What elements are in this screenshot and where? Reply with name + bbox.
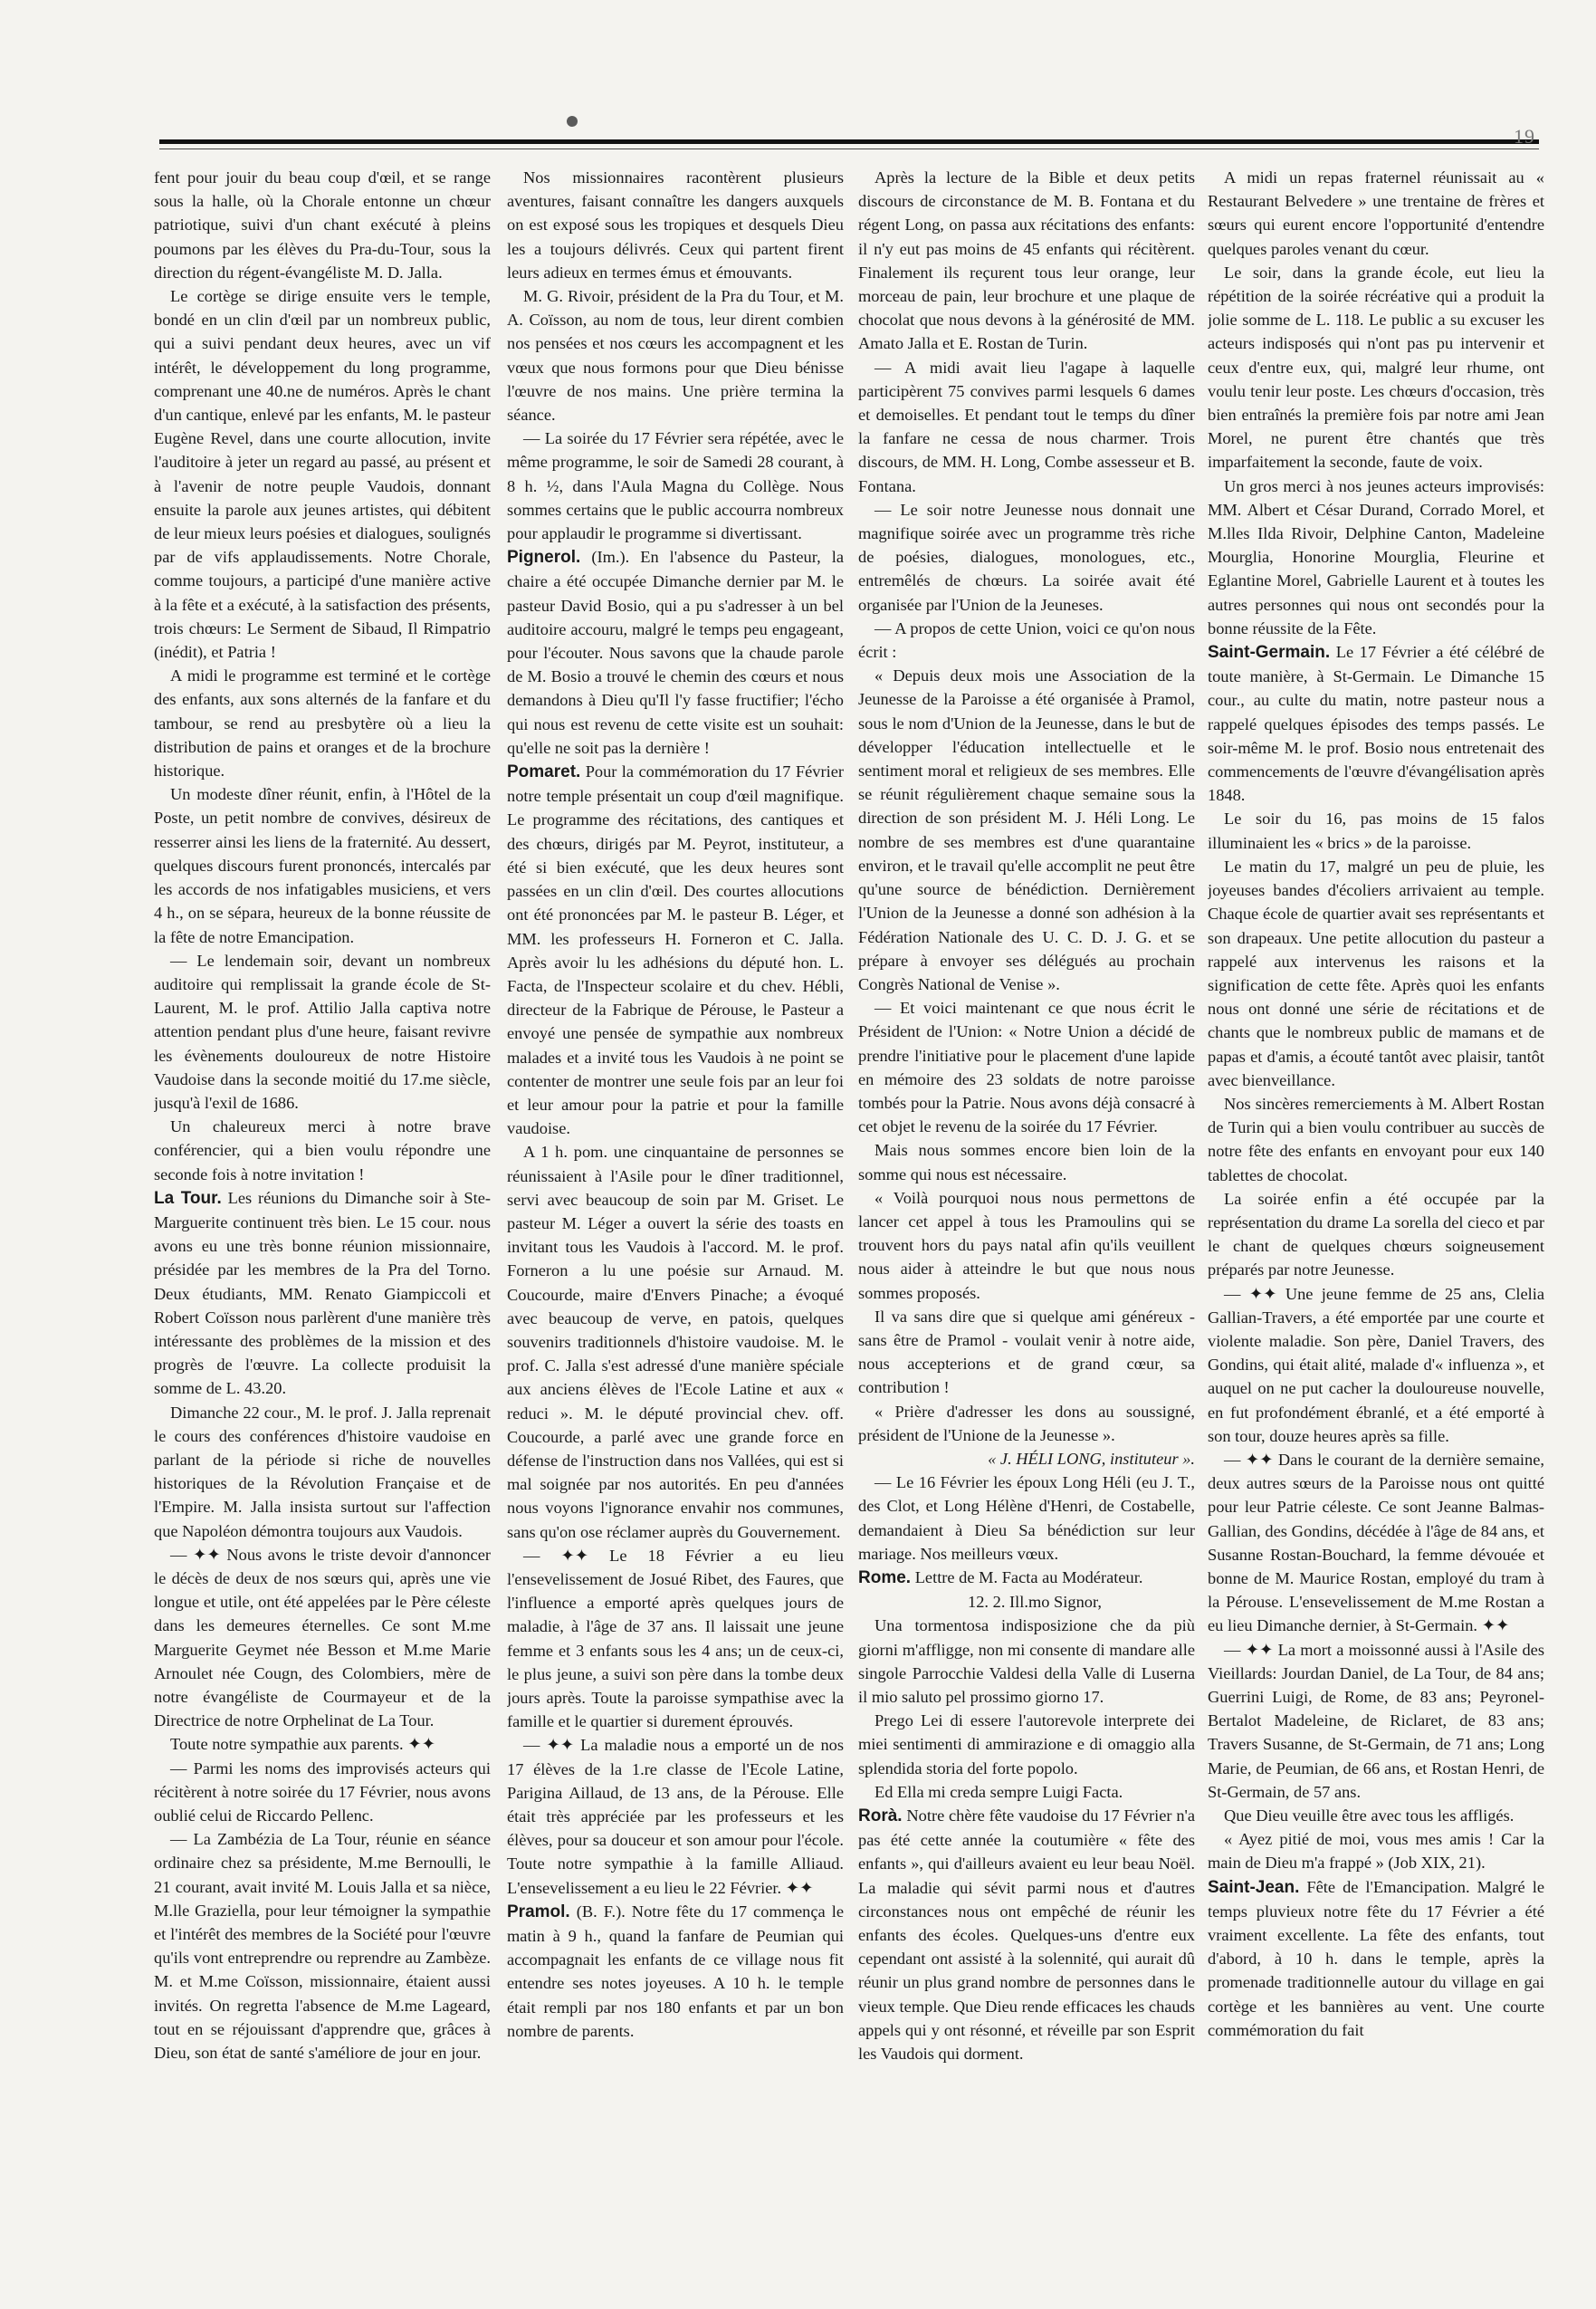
paragraph-text: Le soir du 16, pas moins de 15 falos illuminaient les « brics » de la paroisse.: [1208, 810, 1544, 852]
page-header: [159, 125, 1539, 159]
paragraph-text: — A midi avait lieu l'agape à laquelle participèrent 75 convives parmi lesquels 6 dames et demoiselles. Et pendant tout le temps du dîner la fanfare ne cessa de nous charmer. Trois discours, de MM. H. Long, Combe assesseur et B. Fontana.: [858, 358, 1195, 495]
article-paragraph: [858, 356, 1195, 498]
article-paragraph: [1208, 1092, 1544, 1187]
section-paragraph: [1208, 640, 1544, 807]
paragraph-text: Que Dieu veuille être avec tous les affligés.: [1224, 1806, 1515, 1825]
paragraph-text: — ✦✦ Le 18 Février a eu lieu l'ensevelissement de Josué Ribet, des Faures, que l'influence a emporté après quelques jours de maladie, à l'âge de 37 ans. Il laissait une jeune femme et 3 enfants sous les 4 ans; un de ceux-ci, le plus jeune, a suivi son père dans la tombe deux jours après. Toute la paroisse sympathise avec la famille et le quartier si durement éprouvés.: [507, 1546, 844, 1731]
article-paragraph: [154, 1115, 491, 1186]
article-paragraph: [1208, 166, 1544, 261]
article-paragraph: [154, 1732, 491, 1756]
article-paragraph: [858, 617, 1195, 664]
paragraph-text: « Ayez pitié de moi, vous mes amis ! Car la main de Dieu m'a frappé » (Job XIX, 21).: [1208, 1830, 1544, 1873]
column-4: [1208, 166, 1544, 2275]
section-paragraph: [1208, 1875, 1544, 2042]
paragraph-text: Ed Ella mi creda sempre Luigi Facta.: [874, 1782, 1123, 1801]
article-paragraph: [507, 426, 844, 545]
section-heading: Pignerol.: [507, 548, 581, 568]
article-paragraph: [154, 1827, 491, 2065]
article-paragraph: [1208, 1282, 1544, 1448]
paragraph-text: Dimanche 22 cour., M. le prof. J. Jalla reprenait le cours des conférences d'histoire vaudoise en parlant de la période si riche de nouvelles historiques de la Révolution Française et de l'Empire. M. Jalla insista surtout sur l'affection que Napoléon démontra toujours aux Vaudois.: [154, 1403, 491, 1540]
paragraph-text: fent pour jouir du beau coup d'œil, et se range sous la halle, où la Chorale entonne un chœur patriotique, suivi d'un chant exécuté à pleins poumons par les élèves du Pra-du-Tour, sous la direction du régent-évangéliste M. D. Jalla.: [154, 168, 491, 282]
header-thick-rule: [159, 139, 1539, 144]
paragraph-text: A midi le programme est terminé et le cortège des enfants, aux sons alternés de la fanfare et du tambour, se rend au presbytère où a lieu la distribution de pains et oranges et de la brochure historique.: [154, 666, 491, 781]
paragraph-text: — ✦✦ Une jeune femme de 25 ans, Clelia Gallian-Travers, a été emportée par une courte et violente maladie. Son père, Daniel Travers, des Gondins, qui était alité, malade d'« influenza », et auquel on ne put cacher la douloureuse nouvelle, en fut profondément ébranlé, et a été emporté à son tour, douze heures après sa fille.: [1208, 1284, 1544, 1445]
page-number: 19: [1514, 125, 1535, 148]
section-paragraph: [154, 1186, 491, 1401]
paragraph-text: La soirée enfin a été occupée par la représentation du drame La sorella del cieco et par le chant de quelques chœurs soigneusement préparés par notre Jeunesse.: [1208, 1189, 1544, 1279]
paragraph-text: Le matin du 17, malgré un peu de pluie, les joyeuses bandes d'écoliers arrivaient au temple. Chaque école de quartier avait ses représentants et son drapeaux. Une petite allocution du pasteur a rappelé aux intervenus les raisons et la signification de cette fête. Après quoi les enfants nous ont donné une série de récitations et de chants que le nombreux public de mamans et de papas et d'amis, a écouté tantôt avec plaisir, tantôt avec bienveillance.: [1208, 857, 1544, 1089]
column-1: [154, 166, 491, 2275]
article-paragraph: [507, 1733, 844, 1899]
paragraph-text: — Le soir notre Jeunesse nous donnait une magnifique soirée avec un programme très riche de poésies, dialogues, monologues, etc., entremêlés de chœurs. La soirée avait été organisée par l'Union de la Jeuneses.: [858, 500, 1195, 614]
paragraph-text: — Le lendemain soir, devant un nombreux auditoire qui remplissait la grande école de St-Laurent, M. le prof. Attilio Jalla captiva notre attention pendant plus d'une heure, faisant revivre les évènements douloureux de notre Histoire Vaudoise dans la seconde moitié du 17.me siècle, jusqu'à l'exil de 1686.: [154, 951, 491, 1112]
article-paragraph: [858, 1590, 1195, 1614]
paragraph-text: Un chaleureux merci à notre brave conférencier, qui a bien voulu répondre une seconde fois à notre invitation !: [154, 1117, 491, 1183]
paragraph-text: (B. F.). Notre fête du 17 commença le matin à 9 h., quand la fanfare de Peumian qui accompagnait les enfants de ce village nous fit entendre ses notes joyeuses. A 10 h. le temple était rempli par nos 180 enfants et par un bon nombre de parents.: [507, 1902, 844, 2040]
paragraph-text: « Prière d'adresser les dons au soussigné, président de l'Unione de la Jeunesse ».: [858, 1402, 1195, 1444]
article-paragraph: [1208, 474, 1544, 640]
article-paragraph: [858, 664, 1195, 996]
section-paragraph: [858, 1804, 1195, 2065]
paragraph-text: Après la lecture de la Bible et deux petits discours de circonstance de M. B. Fontana et du régent Long, on passa aux récitations des enfants: il n'y eut pas moins de 45 enfants qui récitèrent. Finalement ils reçurent tous leur orange, leur morceau de pain, leur brochure et une plaque de chocolat que nous devons à la générosité de MM. Amato Jalla et E. Rostan de Turin.: [858, 168, 1195, 353]
paragraph-text: — Parmi les noms des improvisés acteurs qui récitèrent à notre soirée du 17 Février, nous avons oublié celui de Riccardo Pellenc.: [154, 1758, 491, 1825]
paragraph-text: 12. 2. Ill.mo Signor,: [968, 1593, 1102, 1612]
paragraph-text: Le 17 Février a été célébré de toute manière, à St-Germain. Le Dimanche 15 cour., au culte du matin, notre pasteur nous a rappelé quelques épisodes des temps passés. Le soir-même M. le prof. Bosio nous entretenait des commencements de l'œuvre d'évangélisation après 1848.: [1208, 643, 1544, 805]
paragraph-text: Le cortège se dirige ensuite vers le temple, bondé en un clin d'œil par un nombreux public, qui a suivi pendant deux heures, avec un vif intérêt, le développement du long programme, comprenant une 40.ne de numéros. Après le chant d'un cantique, enlevé par les enfants, M. le pasteur Eugène Revel, dans une courte allocution, invite l'auditoire à jeter un regard au passé, au présent et à l'avenir de notre peuple Vaudois, donnant ensuite la parole aux jeunes artistes, qui débitent de leur mieux leurs poésies et dialogues, soulignés par de vifs applaudissements. Notre Chorale, comme toujours, a participé d'une manière active à la fête et a exécuté, à la satisfaction des présents, trois chœurs: Le Serment de Sibaud, Il Rimpatrio (inédit), et Patria !: [154, 287, 491, 662]
article-paragraph: [154, 1543, 491, 1733]
article-paragraph: [154, 664, 491, 782]
paragraph-text: Nos missionnaires racontèrent plusieurs aventures, faisant connaître les dangers auxquels on est exposé sous les tropiques et desquels Dieu les a toujours délivrés. Ceux qui partent firent leurs adieux en termes émus et émouvants.: [507, 168, 844, 282]
article-paragraph: [154, 1757, 491, 1828]
paragraph-text: Le soir, dans la grande école, eut lieu la répétition de la soirée récréative qui a produit la jolie somme de L. 118. Le public a su excuser les acteurs indisposés qui n'ont pas pu intervenir et ceux d'entre eux, qui, malgré leur rhume, ont voulu tenir leur poste. Les chœurs d'occasion, très bien entraînés la première fois par notre ami Jean Morel, ne purent être chantés que très imparfaitement la seconde, faute de voix.: [1208, 263, 1544, 472]
paragraph-text: — ✦✦ Dans le courant de la dernière semaine, deux autres sœurs de la Paroisse nous ont quitté pour leur Patrie céleste. Ce sont Jeanne Balmas-Gallian, des Gondins, décédée à l'âge de 84 ans, et Susanne Rostan-Bouchard, la femme dévouée et bonne de M. Maurice Rostan, employé du tram à la Pérouse. L'ensevelissement de M.me Rostan a eu lieu Dimanche dernier, à St-Germain. ✦✦: [1208, 1450, 1544, 1635]
paragraph-text: Lettre de M. Facta au Modérateur.: [914, 1567, 1143, 1586]
paragraph-text: (Im.). En l'absence du Pasteur, la chaire a été occupée Dimanche dernier par M. le pasteur David Bosio, qui a pu s'adresser à un bel auditoire accouru, malgré le temps peu engageant, pour l'écouter. Nous savons que la chaude parole de M. Bosio a trouvé le chemin des cœurs et nous demandons à Dieu qu'Il l'y fasse fructifier; l'écho qui nous est revenu de cette visite est un souhait: qu'elle ne soit pas la dernière !: [507, 548, 844, 757]
article-paragraph: [507, 1140, 844, 1543]
article-paragraph: [154, 166, 491, 284]
column-2: [507, 166, 844, 2275]
paragraph-text: — ✦✦ La mort a moissonné aussi à l'Asile des Vieillards: Jourdan Daniel, de La Tour, de 84 ans; Guerrini Luigi, de Rome, de 83 ans; Peyronel-Bertalot Madeleine, de Riclaret, de 83 ans; Travers Susanne, de St-Germain, de 71 ans; Long Marie, de Peumian, de 66 ans, et Rostan Henri, de St-Germain, de 57 ans.: [1208, 1640, 1544, 1801]
article-paragraph: [154, 949, 491, 1115]
article-paragraph: [858, 1186, 1195, 1305]
article-paragraph: [1208, 1827, 1544, 1874]
paragraph-text: Pour la commémoration du 17 Février notre temple présentait un coup d'œil magnifique. Le programme des récitations, des cantiques et des chœurs, dirigés par M. Peyrot, instituteur, a été si bien exécuté, que les deux heures sont passées en un clin d'œil. Des courtes allocutions ont été prononcées par M. le pasteur B. Léger, et MM. les professeurs H. Forneron et C. Jalla. Après avoir lu les adhésions du député hon. L. Facta, de l'Inspecteur scolaire et du chev. Hébli, directeur de la Fabrique de Pérouse, le Pasteur a envoyé une pensée de sympathie aux nombreux malades et a invité tous les Vaudois à ne point se contenter de montrer une seule fois par an leur foi et leur amour pour la patrie et pour la famille vaudoise.: [507, 762, 844, 1138]
article-paragraph: [858, 1471, 1195, 1566]
paragraph-text: Un gros merci à nos jeunes acteurs improvisés: MM. Albert et César Durand, Corrado Morel, et M.lles Ilda Rivoir, Delphine Canton, Madeleine Mourglia, Honorine Mourglia, Fleurine et Eglantine Morel, Gabrielle Laurent et à toutes les autres personnes qui nous ont secondés pour la bonne réussite de la Fête.: [1208, 476, 1544, 637]
paragraph-text: Les réunions du Dimanche soir à Ste-Marguerite continuent très bien. Le 15 cour. nous avons eu une très bonne réunion missionnaire, présidée par les membres de la Pra del Torno. Deux étudiants, MM. Renato Giampiccoli et Robert Coïsson nous parlèrent d'une manière très intéressante des problèmes de la mission et des progrès de l'œuvre. La collecte produisit la somme de L. 43.20.: [154, 1188, 491, 1398]
article-paragraph: [1208, 1638, 1544, 1804]
paragraph-text: Nos sincères remerciements à M. Albert Rostan de Turin qui a bien voulu contribuer au succès de notre fête des enfants en envoyant pour eux 140 tablettes de chocolat.: [1208, 1094, 1544, 1184]
paragraph-text: Il va sans dire que si quelque ami généreux - sans être de Pramol - voulait venir à notre aide, nous accepterions et de grand cœur, sa contribution !: [858, 1307, 1195, 1397]
section-paragraph: [507, 1900, 844, 2043]
section-heading: Saint-Germain.: [1208, 643, 1331, 663]
article-paragraph: [507, 284, 844, 426]
article-paragraph: [858, 498, 1195, 617]
paragraph-text: — ✦✦ Nous avons le triste devoir d'annoncer le décès de deux de nos sœurs qui, après une vie longue et utile, ont été appelées par le Père céleste dans les demeures éternelles. Ce sont M.me Marguerite Geymet née Besson et M.me Marie Arnoulet née Cougn, des Colombiers, mère de notre évangéliste de Courmayeur et de la Directrice de notre Orphelinat de La Tour.: [154, 1545, 491, 1730]
paragraph-text: — La Zambézia de La Tour, réunie en séance ordinaire chez sa présidente, M.me Bernoulli, le 21 courant, avait invité M. Louis Jalla et sa nièce, M.lle Graziella, pour leur témoigner la sympathie et l'intérêt des membres de la Société pour l'œuvre qu'ils vont entreprendre ou reprendre au Zambèze. M. et M.me Coïsson, missionnaire, étaient aussi invités. On regretta l'absence de M.me Lageard, tout en se réjouissant d'apprendre que, grâces à Dieu, son état de santé s'améliore de jour en jour.: [154, 1830, 491, 2063]
paragraph-text: Prego Lei di essere l'autorevole interprete dei miei sentimenti di ammirazione e di omaggio alla splendida storia del forte popolo.: [858, 1711, 1195, 1777]
article-paragraph: [1208, 1448, 1544, 1638]
section-heading: Saint-Jean.: [1208, 1877, 1300, 1897]
paragraph-text: Notre chère fête vaudoise du 17 Février n'a pas été cette année la coutumière « fête des enfants », qui d'ailleurs avaient eu leur beau Noël. La maladie qui sévit parmi nous et d'autres circonstances nous ont empêché de réunir les enfants des écoles. Quelques-uns d'entre eux cependant ont assisté à la solennité, qui aurait dû réunir un plus grand nombre de personnes dans le vieux temple. Que Dieu rende efficaces les chauds appels qui y ont résonné, et réveille par son Esprit les Vaudois qui dorment.: [858, 1806, 1195, 2064]
paragraph-text: A midi un repas fraternel réunissait au « Restaurant Belvedere » une trentaine de frères et sœurs qui eurent encore l'opportunité d'entendre quelques paroles venant du cœur.: [1208, 168, 1544, 258]
article-paragraph: [858, 1447, 1195, 1471]
article-paragraph: [154, 782, 491, 948]
paragraph-text: — La soirée du 17 Février sera répétée, avec le même programme, le soir de Samedi 28 courant, à 8 h. ½, dans l'Aula Magna du Collège. Nous sommes certains que le public accourra nombreux pour applaudir le programme si divertissant.: [507, 429, 844, 543]
paragraph-text: « J. HÉLI LONG, instituteur ».: [988, 1449, 1195, 1468]
section-heading: Rorà.: [858, 1806, 903, 1826]
section-heading: Rome.: [858, 1567, 912, 1587]
section-paragraph: [507, 545, 844, 760]
paragraph-text: A 1 h. pom. une cinquantaine de personnes se réunissaient à l'Asile pour le dîner traditionnel, servi avec beaucoup de soin par M. Griset. Le pasteur M. Léger a ouvert la série des toasts en invitant tous les Vaudois à l'accord. M. le prof. Forneron a lu une poésie sur Arnaud. M. Coucourde, maire d'Envers Pinache; a évoqué avec beaucoup de verve, en patois, quelques souvenirs traditionnels d'histoire vaudoise. M. le prof. C. Jalla s'est adressé d'une manière spéciale aux anciens élèves de l'Ecole Latine et aux « reduci ». M. le député provincial chev. off. Coucourde, a parlé avec une grande force en défense de l'instruction dans nos Vallées, qui est si mal soignée par nos autorités. En peu d'années nous voyons l'ignorance envahir nos communes, sans qu'on ose réclamer auprès du Gouvernement.: [507, 1143, 844, 1541]
article-paragraph: [858, 1614, 1195, 1709]
column-3: [858, 166, 1195, 2275]
article-paragraph: [858, 1400, 1195, 1447]
paragraph-text: — A propos de cette Union, voici ce qu'on nous écrit :: [858, 618, 1195, 662]
print-ornament-dot: [567, 116, 578, 127]
paragraph-text: « Voilà pourquoi nous nous permettons de lancer cet appel à tous les Pramoulins qui se trouvent hors du pays natal afin qu'ils veuillent nous aider à atteindre le but que nous nous sommes proposés.: [858, 1188, 1195, 1302]
article-paragraph: [1208, 1804, 1544, 1827]
paragraph-text: « Depuis deux mois une Association de la Jeunesse de la Paroisse a été organisée à Pramol, sous le nom d'Union de la Jeunesse, dans le but de développer l'éducation intellectuelle et le sentiment moral et religieux de ses membres. Elle se réunit régulièrement chaque semaine sous la direction de son président M. J. Héli Long. Le nombre de ses membres est d'une quarantaine environ, et le travail qu'elle accomplit ne peut être qu'une source de bénédiction. Dernièrement l'Union de la Jeunesse a donné son adhésion à la Fédération Nationale des U. C. D. J. G. et se prépare à envoyer ses délégués au prochain Congrès National de Venise ».: [858, 666, 1195, 993]
article-paragraph: [858, 1138, 1195, 1185]
article-paragraph: [154, 1401, 491, 1543]
article-paragraph: [154, 284, 491, 664]
article-paragraph: [1208, 1187, 1544, 1282]
paragraph-text: — ✦✦ La maladie nous a emporté un de nos 17 élèves de la 1.re classe de l'Ecole Latine, Parigina Aillaud, de 13 ans, de la Pérouse. Elle était très appréciée par les professeurs et les élèves, pour sa douceur et son amour pour l'école. Toute notre sympathie à la famille Alliaud. L'ensevelissement a eu lieu le 22 Février. ✦✦: [507, 1736, 844, 1897]
section-heading: Pramol.: [507, 1902, 570, 1921]
article-paragraph: [1208, 855, 1544, 1092]
article-paragraph: [1208, 261, 1544, 474]
paragraph-text: Mais nous sommes encore bien loin de la somme qui nous est nécessaire.: [858, 1141, 1195, 1183]
article-paragraph: [507, 166, 844, 284]
paragraph-text: — Et voici maintenant ce que nous écrit le Président de l'Union: « Notre Union a décidé de prendre l'initiative pour le placement d'une lapide en mémoire des 23 soldats de notre paroisse tombés pour la Patrie. Nous avons déjà consacré à cet objet le revenu de la soirée du 17 Février.: [858, 999, 1195, 1136]
article-paragraph: [507, 1544, 844, 1734]
article-paragraph: [858, 1305, 1195, 1400]
section-paragraph: [507, 760, 844, 1140]
paragraph-text: Toute notre sympathie aux parents. ✦✦: [170, 1735, 436, 1754]
paragraph-text: Una tormentosa indisposizione che da più giorni m'affligge, non mi consente di mandare alle singole Parrocchie Valdesi della Valle di Luserna il mio saluto pel prossimo giorno 17.: [858, 1616, 1195, 1706]
paragraph-text: — Le 16 Février les époux Long Héli (eu J. T., des Clot, et Long Hélène d'Henri, de Costabelle, demandaient à Dieu Sa bénédiction sur leur mariage. Nos meilleurs vœux.: [858, 1473, 1195, 1563]
paragraph-text: Fête de l'Emancipation. Malgré le temps pluvieux notre fête du 17 Février a été vraiment excellente. La fête des enfants, tout d'abord, à 10 h. dans le temple, après la promenade traditionnelle autour du village en gai cortège et les bannières au vent. Une courte commémoration du fait: [1208, 1877, 1544, 2039]
paragraph-text: M. G. Rivoir, président de la Pra du Tour, et M. A. Coïsson, au nom de tous, leur dirent combien nos pensées et nos cœurs les accompagnent et les vœux que nous formons pour que Dieu bénisse l'œuvre de nos mains. Une prière termina la séance.: [507, 287, 844, 425]
article-paragraph: [858, 996, 1195, 1138]
paragraph-text: Un modeste dîner réunit, enfin, à l'Hôtel de la Poste, un petit nombre de convives, désireux de resserrer ainsi les liens de la fraternité. Au dessert, quelques discours furent prononcés, intercalés par les accords de nos infatigables musiciens, et vers 4 h., on se sépara, heureux de la bonne réussite de la fête de notre Emancipation.: [154, 785, 491, 946]
section-heading: La Tour.: [154, 1188, 222, 1208]
section-paragraph: [858, 1566, 1195, 1590]
article-paragraph: [858, 166, 1195, 356]
article-paragraph: [1208, 807, 1544, 854]
section-heading: Pomaret.: [507, 762, 581, 782]
article-paragraph: [858, 1709, 1195, 1780]
article-paragraph: [858, 1780, 1195, 1804]
